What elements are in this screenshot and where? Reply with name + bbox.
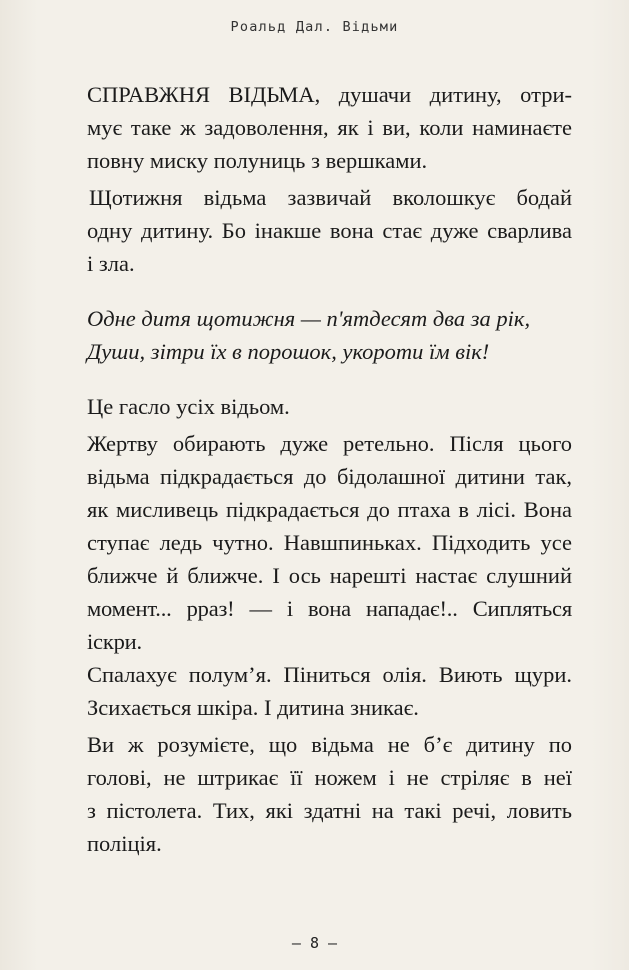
text-line: СПРАВЖНЯ ВІДЬМА, душачи дитину, отри- bbox=[87, 82, 572, 107]
text-line: Ви ж розумієте, що відьма не б’є дитину по bbox=[87, 732, 572, 757]
verse-line: Души, зітри їх в порошок, укороти їм вік! bbox=[87, 339, 490, 364]
paragraph-4 bbox=[87, 427, 572, 724]
text-line: момент... рраз! — і вона нападає!.. Сипляться іскри. bbox=[87, 596, 572, 654]
paragraph-2 bbox=[87, 181, 572, 280]
text-line: мує таке ж задоволення, як і ви, коли наминаєте bbox=[87, 115, 572, 140]
text-line: відьма підкрадається до бідолашної дитини так, bbox=[87, 464, 572, 489]
running-head: Роальд Дал. Відьми bbox=[230, 19, 399, 35]
text-line: одну дитину. Бо інакше вона стає дуже сварлива bbox=[87, 218, 572, 243]
text-line: Жертву обирають дуже ретельно. Після цього bbox=[87, 431, 572, 456]
text-line: Це гасло усіх відьом. bbox=[87, 394, 290, 419]
text-line: з пістолета. Тих, які здатні на такі речі, ловить bbox=[87, 798, 572, 823]
text-line: голові, не штрикає її ножем і не стріляє в неї bbox=[87, 765, 572, 790]
verse-line: Одне дитя щотижня — п'ятдесят два за рік, bbox=[87, 306, 531, 331]
text-line: Спалахує полум’я. Піниться олія. Виють щури. bbox=[87, 662, 572, 687]
text-line: ближче й ближче. І ось нарешті настає слушний bbox=[87, 563, 572, 588]
text-line: ступає ледь чутно. Навшпиньках. Підходить усе bbox=[87, 530, 572, 555]
text-line: Зсихається шкіра. І дитина зникає. bbox=[87, 695, 419, 720]
text-line: Щотижня відьма зазвичай вколошкує бодай bbox=[89, 185, 572, 210]
paragraph-1 bbox=[87, 78, 572, 177]
text-line: як мисливець підкрадається до птаха в лісі. Вона bbox=[87, 497, 572, 522]
verse-couplet bbox=[87, 302, 572, 368]
page-number: — 8 — bbox=[291, 934, 338, 952]
paragraph-3 bbox=[87, 390, 572, 423]
text-line: і зла. bbox=[87, 251, 135, 276]
text-line: поліція. bbox=[87, 831, 162, 856]
body-text bbox=[87, 78, 572, 860]
paragraph-5 bbox=[87, 728, 572, 860]
text-line: повну миску полуниць з вершками. bbox=[87, 148, 428, 173]
